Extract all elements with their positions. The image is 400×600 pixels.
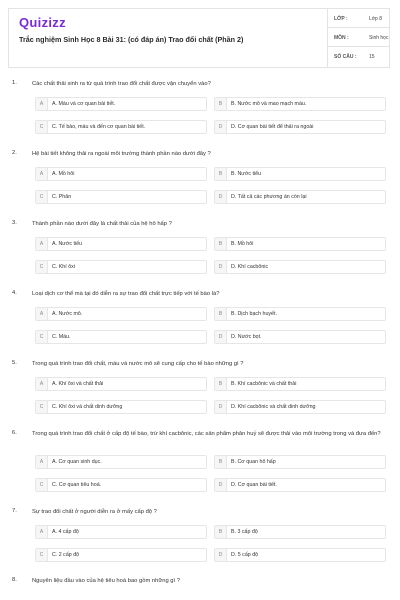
question-number: 3. bbox=[12, 220, 17, 226]
option-letter: D bbox=[215, 331, 227, 343]
option-letter: A bbox=[36, 378, 48, 390]
option-letter: A bbox=[36, 526, 48, 538]
question-text: Hệ bài tiết không thải ra ngoài môi trường thành phần nào dưới đây ? bbox=[32, 151, 211, 157]
option-text: C. Phân bbox=[52, 194, 72, 200]
option-text: A. Khí ôxi và chất thải bbox=[52, 381, 104, 387]
option-text: A. Nước tiểu bbox=[52, 241, 82, 247]
option-letter: A bbox=[36, 98, 48, 110]
option-letter: C bbox=[36, 331, 48, 343]
question-number: 4. bbox=[12, 290, 17, 296]
option-text: D. Nước bọt. bbox=[231, 334, 262, 340]
option-c[interactable] bbox=[35, 478, 207, 492]
question-text: Các chất thải sinh ra từ quá trình trao đổi chất được vận chuyển vào? bbox=[32, 81, 211, 87]
option-letter: B bbox=[215, 378, 227, 390]
option-text: B. Dịch bạch huyết. bbox=[231, 311, 277, 317]
option-letter: C bbox=[36, 549, 48, 561]
option-text: A. Máu và cơ quan bài tiết. bbox=[52, 101, 116, 107]
option-text: D. Tất cả các phương án còn lại bbox=[231, 194, 307, 200]
question-number: 2. bbox=[12, 150, 17, 156]
option-d[interactable] bbox=[214, 548, 386, 562]
option-d[interactable] bbox=[214, 190, 386, 204]
question-number: 7. bbox=[12, 508, 17, 514]
question-text: Trong quá trình trao đổi chất ở cấp độ tế bào, trừ khí cacbônic, các sản phẩm phân huỷ sẽ được thải vào môi trường trong và đưa đến? bbox=[32, 431, 381, 437]
option-a[interactable] bbox=[35, 97, 207, 111]
option-text: B. Mồ hôi bbox=[231, 241, 254, 247]
option-a[interactable] bbox=[35, 307, 207, 321]
question-text: Sự trao đổi chất ở người diễn ra ở mấy cấp độ ? bbox=[32, 509, 157, 515]
option-text: C. Máu. bbox=[52, 334, 71, 340]
option-text: B. Nước tiểu bbox=[231, 171, 261, 177]
option-c[interactable] bbox=[35, 400, 207, 414]
option-letter: D bbox=[215, 401, 227, 413]
option-b[interactable] bbox=[214, 455, 386, 469]
option-text: D. 5 cấp độ bbox=[231, 552, 259, 558]
option-letter: D bbox=[215, 479, 227, 491]
option-text: B. 3 cấp độ bbox=[231, 529, 258, 535]
worksheet-title: Trắc nghiệm Sinh Học 8 Bài 31: (có đáp án) Trao đổi chất (Phần 2) bbox=[19, 35, 244, 44]
option-b[interactable] bbox=[214, 525, 386, 539]
option-text: C. Khí ôxi bbox=[52, 264, 75, 270]
option-b[interactable] bbox=[214, 167, 386, 181]
option-letter: C bbox=[36, 261, 48, 273]
option-c[interactable] bbox=[35, 260, 207, 274]
option-letter: B bbox=[215, 456, 227, 468]
option-letter: B bbox=[215, 168, 227, 180]
question-text: Thành phần nào dưới đây là chất thải của hệ hô hấp ? bbox=[32, 221, 172, 227]
meta-subject-value: Sinh học bbox=[369, 35, 389, 41]
option-letter: B bbox=[215, 526, 227, 538]
option-a[interactable] bbox=[35, 237, 207, 251]
option-c[interactable] bbox=[35, 190, 207, 204]
option-text: A. 4 cấp độ bbox=[52, 529, 79, 535]
option-letter: B bbox=[215, 238, 227, 250]
option-letter: A bbox=[36, 238, 48, 250]
meta-grade-row bbox=[327, 9, 390, 28]
option-text: D. Cơ quan bài tiết để thải ra ngoài bbox=[231, 124, 314, 130]
option-text: A. Cơ quan sinh dục. bbox=[52, 459, 102, 465]
option-c[interactable] bbox=[35, 120, 207, 134]
question-text: Trong quá trình trao đổi chất, máu và nước mô sẽ cung cấp cho tế bào những gì ? bbox=[32, 361, 244, 367]
option-text: A. Mồ hôi bbox=[52, 171, 75, 177]
option-letter: B bbox=[215, 98, 227, 110]
option-a[interactable] bbox=[35, 377, 207, 391]
option-d[interactable] bbox=[214, 120, 386, 134]
option-text: B. Cơ quan hô hấp bbox=[231, 459, 276, 465]
option-letter: A bbox=[36, 456, 48, 468]
option-letter: A bbox=[36, 168, 48, 180]
option-d[interactable] bbox=[214, 330, 386, 344]
option-b[interactable] bbox=[214, 377, 386, 391]
option-letter: D bbox=[215, 549, 227, 561]
option-letter: D bbox=[215, 121, 227, 133]
meta-count-value: 15 bbox=[369, 54, 375, 60]
option-text: D. Khí cacbônic và chất dinh dưỡng bbox=[231, 404, 316, 410]
option-c[interactable] bbox=[35, 330, 207, 344]
question-number: 5. bbox=[12, 360, 17, 366]
question-number: 8. bbox=[12, 577, 17, 583]
option-letter: B bbox=[215, 308, 227, 320]
meta-subject-label: MÔN : bbox=[334, 35, 349, 41]
option-d[interactable] bbox=[214, 260, 386, 274]
question-number: 6. bbox=[12, 430, 17, 436]
option-d[interactable] bbox=[214, 400, 386, 414]
option-letter: C bbox=[36, 191, 48, 203]
option-text: C. 2 cấp độ bbox=[52, 552, 80, 558]
option-a[interactable] bbox=[35, 167, 207, 181]
option-a[interactable] bbox=[35, 455, 207, 469]
option-letter: D bbox=[215, 261, 227, 273]
question-text: Loại dịch cơ thể mà tại đó diễn ra sự trao đổi chất trực tiếp với tế bào là? bbox=[32, 291, 220, 297]
option-text: B. Nước mô và mao mạch máu. bbox=[231, 101, 307, 107]
meta-count-row bbox=[327, 47, 390, 66]
option-text: C. Khí ôxi và chất dinh dưỡng bbox=[52, 404, 123, 410]
option-letter: C bbox=[36, 479, 48, 491]
option-letter: D bbox=[215, 191, 227, 203]
option-text: C. Cơ quan tiêu hoá. bbox=[52, 482, 102, 488]
option-letter: A bbox=[36, 308, 48, 320]
option-letter: C bbox=[36, 121, 48, 133]
option-text: B. Khí cacbônic và chất thải bbox=[231, 381, 297, 387]
option-text: C. Tế bào, máu và đến cơ quan bài tiết. bbox=[52, 124, 146, 130]
option-text: D. Cơ quan bài tiết. bbox=[231, 482, 277, 488]
meta-grade-label: LỚP : bbox=[334, 16, 348, 22]
question-number: 1. bbox=[12, 80, 17, 86]
option-d[interactable] bbox=[214, 478, 386, 492]
option-b[interactable] bbox=[214, 237, 386, 251]
option-text: D. Khí cacbônic bbox=[231, 264, 269, 270]
meta-count-label: SỐ CÂU : bbox=[334, 54, 357, 60]
quizizz-logo: Quizizz bbox=[19, 15, 66, 30]
worksheet-header bbox=[8, 8, 390, 68]
option-text: A. Nước mô. bbox=[52, 311, 83, 317]
option-b[interactable] bbox=[214, 307, 386, 321]
option-letter: C bbox=[36, 401, 48, 413]
question-text: Nguyên liệu đầu vào của hệ tiêu hoá bao gồm những gì ? bbox=[32, 578, 180, 584]
option-a[interactable] bbox=[35, 525, 207, 539]
option-b[interactable] bbox=[214, 97, 386, 111]
meta-subject-row bbox=[327, 28, 390, 47]
option-c[interactable] bbox=[35, 548, 207, 562]
meta-grade-value: Lớp 8 bbox=[369, 16, 383, 22]
